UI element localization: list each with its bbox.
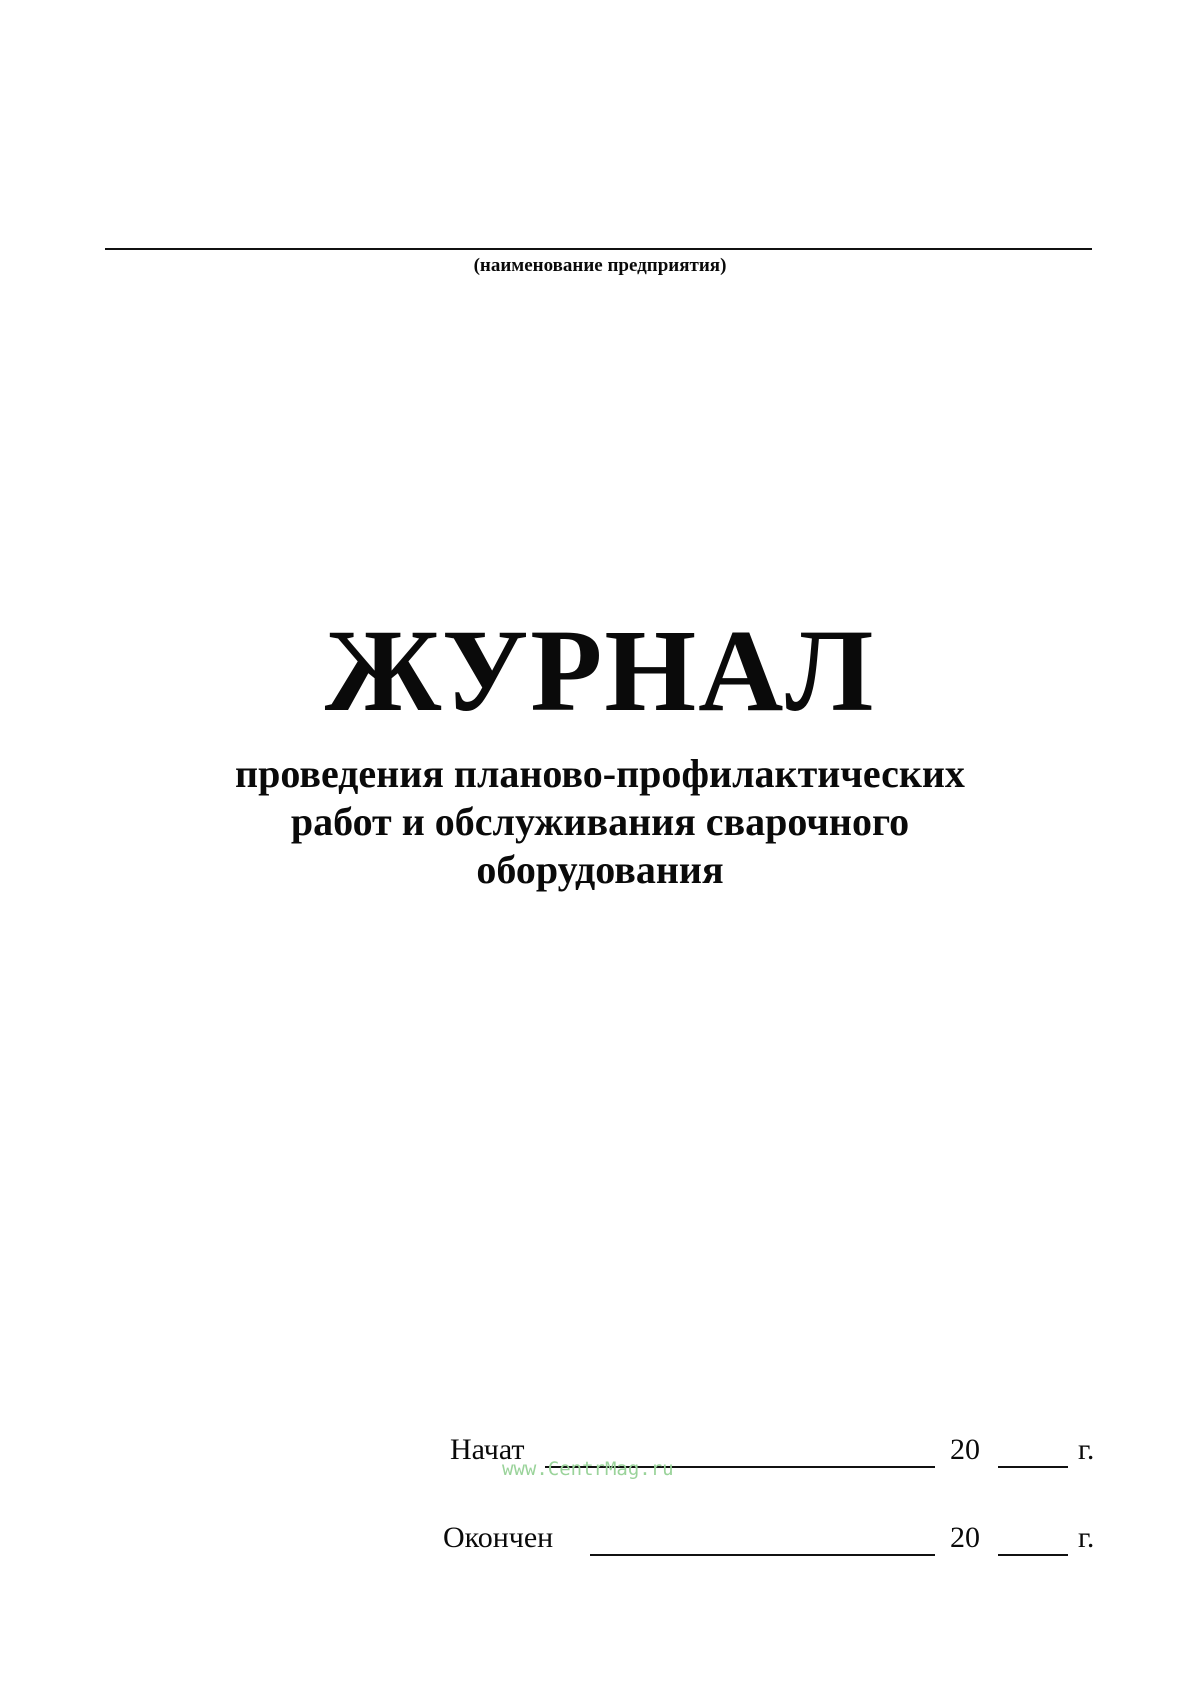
subtitle-line: оборудования	[476, 847, 724, 892]
started-century: 20	[950, 1433, 980, 1466]
started-year-blank	[998, 1466, 1068, 1468]
started-year-suffix: г.	[1078, 1433, 1095, 1466]
subtitle-line: работ и обслуживания сварочного	[290, 799, 910, 844]
organization-caption: (наименование предприятия)	[473, 255, 727, 276]
document-title: ЖУРНАЛ	[324, 605, 876, 736]
document-subtitle	[0, 750, 1200, 894]
finished-century: 20	[950, 1521, 980, 1554]
site-watermark: www.CentrMag.ru	[502, 1458, 674, 1480]
subtitle-line: проведения планово-профилактических	[235, 751, 965, 796]
organization-name-line	[105, 248, 1092, 250]
finished-year-suffix: г.	[1078, 1521, 1095, 1554]
started-label: Начат	[450, 1433, 525, 1466]
finished-year-blank	[998, 1554, 1068, 1556]
finished-date-row	[0, 1518, 1200, 1558]
finished-date-blank	[590, 1554, 935, 1556]
finished-label: Окончен	[443, 1521, 554, 1554]
